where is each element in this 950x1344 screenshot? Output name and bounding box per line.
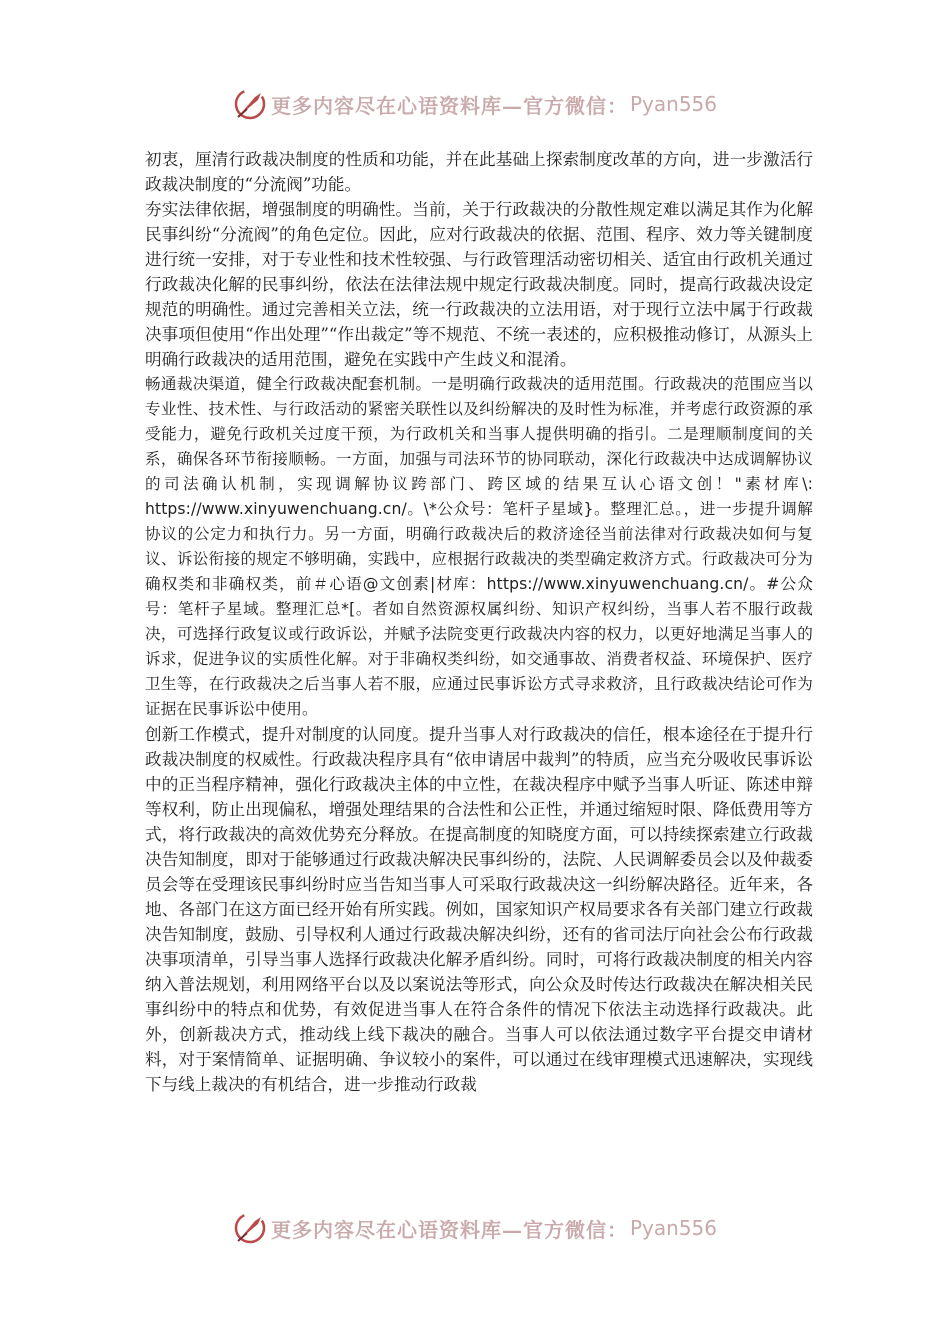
footer-banner	[0, 1208, 950, 1248]
paragraph-intro: 初衷，厘清行政裁决制度的性质和功能，并在此基础上探索制度改革的方向，进一步激活行政裁决制度的“分流阀”功能。	[145, 150, 813, 194]
header-banner	[0, 84, 950, 124]
header-slogan: 更多内容尽在心语资料库—官方微信：	[270, 93, 628, 118]
quill-pen-icon	[233, 1211, 267, 1245]
header-wechat-handle: Pyan556	[629, 92, 717, 116]
footer-slogan: 更多内容尽在心语资料库—官方微信：	[270, 1217, 628, 1242]
paragraph-innovation: 创新工作模式，提升对制度的认同度。提升当事人对行政裁决的信任，根本途径在于提升行政裁决制度的权威性。行政裁决程序具有“依申请居中裁判”的特质，应当充分吸收民事诉讼中的正当程序精神，强化行政裁决主体的中立性，在裁决程序中赋予当事人听证、陈述申辩等权利，防止出现偏私，增强处理结果的合法性和公正性，并通过缩短时限、降低费用等方式，将行政裁决的高效优势充分释放。在提高制度的知晓度方面，可以持续探索建立行政裁决告知制度，即对于能够通过行政裁决解决民事纠纷的，法院、人民调解委员会以及仲裁委员会等在受理该民事纠纷时应当告知当事人可采取行政裁决这一纠纷解决路径。近年来，各地、各部门在这方面已经开始有所实践。例如，国家知识产权局要求各有关部门建立行政裁决告知制度，鼓励、引导权利人通过行政裁决解决纠纷，还有的省司法厅向社会公布行政裁决事项清单，引导当事人选择行政裁决化解矛盾纠纷。同时，可将行政裁决制度的相关内容纳入普法规划，利用网络平台以及以案说法等形式，向公众及时传达行政裁决在解决相关民事纠纷中的特点和优势，有效促进当事人在符合条件的情况下依法主动选择行政裁决。此外，创新裁决方式，推动线上线下裁决的融合。当事人可以依法通过数字平台提交申请材料，对于案情简单、证据明确、争议较小的案件，可以通过在线审理模式迅速解决，实现线下与线上裁决的有机结合，进一步推动行政裁	[145, 725, 813, 1094]
paragraph-legal-basis: 夯实法律依据，增强制度的明确性。当前，关于行政裁决的分散性规定难以满足其作为化解民事纠纷“分流阀”的角色定位。因此，应对行政裁决的依据、范围、程序、效力等关键制度进行统一安排，对于专业性和技术性较强、与行政管理活动密切相关、适宜由行政机关通过行政裁决化解的民事纠纷，依法在法律法规中规定行政裁决制度。同时，提高行政裁决设定规范的明确性。通过完善相关立法，统一行政裁决的立法用语，对于现行立法中属于行政裁决事项但使用“作出处理”“作出裁定”等不规范、不统一表述的，应积极推动修订，从源头上明确行政裁决的适用范围，避免在实践中产生歧义和混淆。	[145, 200, 813, 369]
footer-wechat-handle: Pyan556	[629, 1216, 717, 1240]
quill-pen-icon	[233, 87, 267, 121]
paragraph-channels: 畅通裁决渠道，健全行政裁决配套机制。一是明确行政裁决的适用范围。行政裁决的范围应当以专业性、技术性、与行政活动的紧密关联性以及纠纷解决的及时性为标准，并考虑行政资源的承受能力，避免行政机关过度干预，为行政机关和当事人提供明确的指引。二是理顺制度间的关系，确保各环节衔接顺畅。一方面，加强与司法环节的协同联动，深化行政裁决中达成调解协议的司法确认机制，实现调解协议跨部门、跨区域的结果互认心语文创！"素材库\: https://www.xinyuwenchuang.cn/。\*公众号：笔杆子星域}。整理汇总。，进一步提升调解协议的公定力和执行力。另一方面，明确行政裁决后的救济途径当前法律对行政裁决如何与复议、诉讼衔接的规定不够明确，实践中，应根据行政裁决的类型确定救济方式。行政裁决可分为确权类和非确权类，前＃心语@文创素|材库：https://www.xinyuwenchuang.cn/。#公众号：笔杆子星域。整理汇总*[。者如自然资源权属纠纷、知识产权纠纷，当事人若不服行政裁决，可选择行政复议或行政诉讼，并赋予法院变更行政裁决内容的权力，以更好地满足当事人的诉求，促进争议的实质性化解。对于非确权类纠纷，如交通事故、消费者权益、环境保护、医疗卫生等，在行政裁决之后当事人若不服，应通过民事诉讼方式寻求救济，且行政裁决结论可作为证据在民事诉讼中使用。	[145, 375, 813, 718]
document-body	[145, 147, 813, 1097]
